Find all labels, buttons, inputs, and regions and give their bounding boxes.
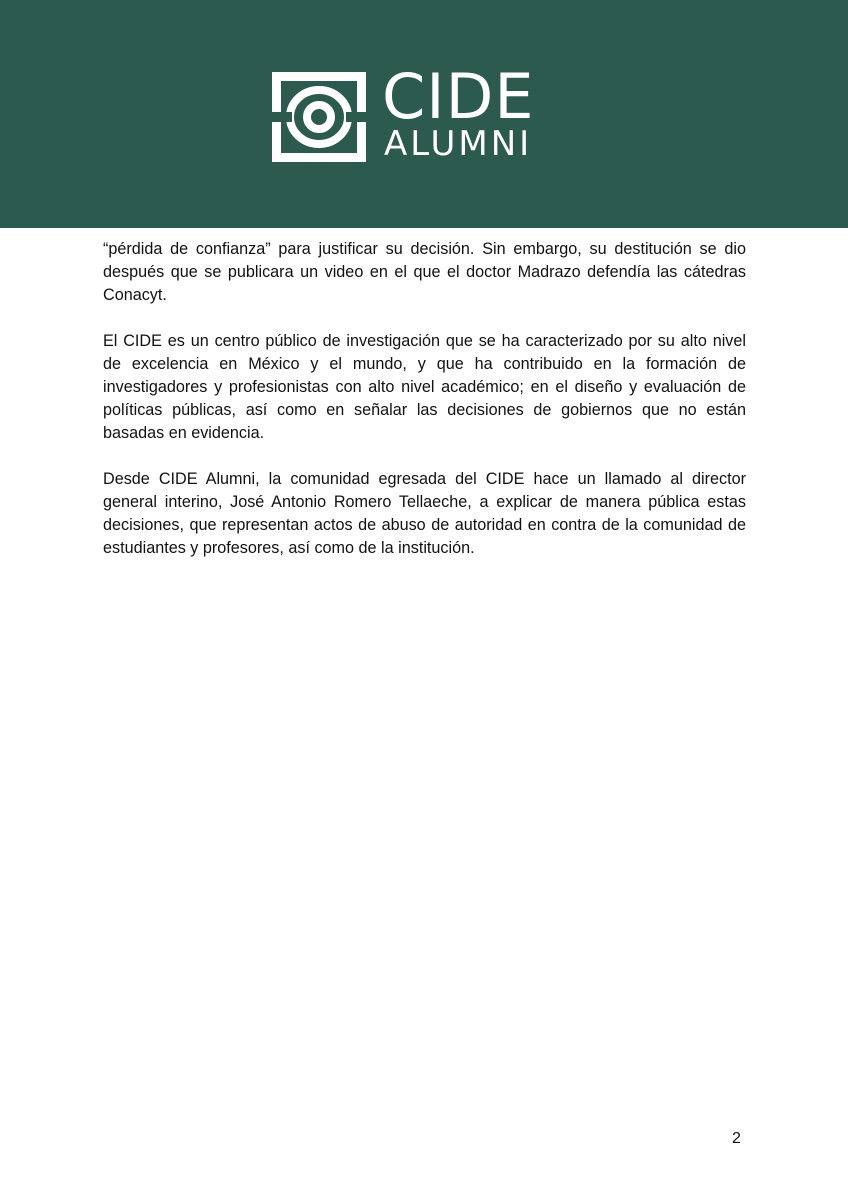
document-body xyxy=(103,238,746,583)
cide-alumni-logo xyxy=(272,60,572,164)
paragraph-3: Desde CIDE Alumni, la comunidad egresada del CIDE hace un llamado al director general interino, José Antonio Romero Tellaeche, a explicar de manera pública estas decisiones, que representan actos de abuso de autoridad en contra de la comunidad de estudiantes y profesores, así como de la institución. xyxy=(103,470,746,557)
logo-text-cide: CIDE xyxy=(382,60,535,133)
paragraph-2: El CIDE es un centro público de investigación que se ha caracterizado por su alto nivel de excelencia en México y el mundo, y que ha contribuido en la formación de investigadores y profesionistas con alto nivel académico; en el diseño y evaluación de políticas públicas, así como en señalar las decisiones de gobiernos que no están basadas en evidencia. xyxy=(103,332,746,442)
logo-text-alumni: ALUMNI xyxy=(384,124,533,164)
header-band xyxy=(0,0,848,228)
cide-logo-mark-icon xyxy=(272,72,366,162)
paragraph-1: “pérdida de confianza” para justificar su decisión. Sin embargo, su destitución se dio después que se publicara un video en el que el doctor Madrazo defendía las cátedras Conacyt. xyxy=(103,240,746,304)
page-number: 2 xyxy=(732,1130,741,1147)
